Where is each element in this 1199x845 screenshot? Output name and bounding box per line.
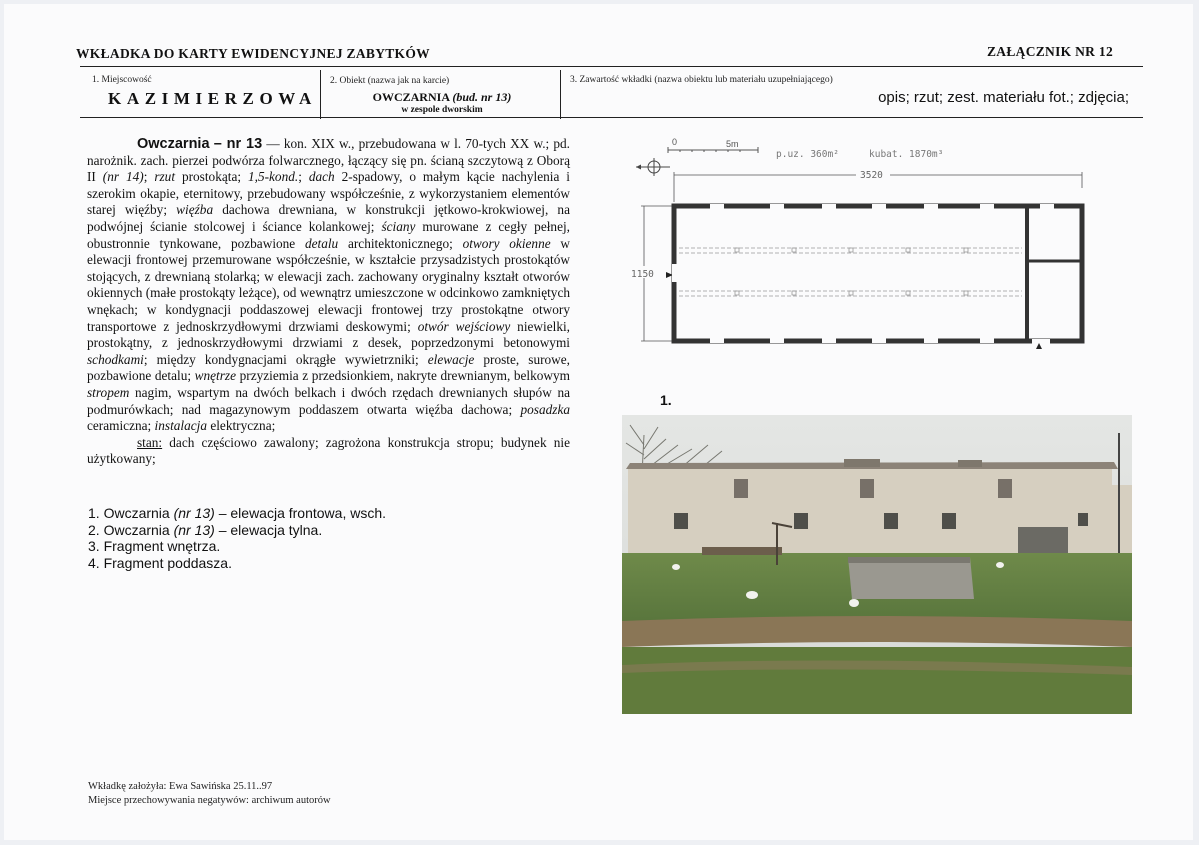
description-run: murowane z cegły pełnej, obustronnie tynkowane, pozbawione (87, 218, 570, 251)
description-run: architektonicznego; (338, 235, 463, 251)
description-run: dachowa drewniana, w konstrukcji jętkowo-krokwiowej, na podwójnej ścianie stolcowej i ściance kolankowej; (87, 202, 570, 234)
description-lead-title: Owczarnia (137, 136, 210, 152)
locality-label: 1. Miejscowość (92, 75, 152, 85)
description-italic-term: schodkami (87, 351, 144, 367)
header-rule-bottom (80, 117, 1143, 118)
scale-end-label: 5m (726, 139, 739, 149)
scale-zero-label: 0 (672, 137, 678, 147)
description-run: prostokąta; (175, 169, 248, 185)
object-context: w zespole dworskim (401, 105, 483, 115)
description-italic-term: detalu (304, 235, 339, 251)
height-dimension-label: 1150 (631, 269, 654, 280)
object-name-text: OWCZARNIA (372, 90, 450, 104)
description-italic-term: instalacja (154, 418, 207, 434)
photo-list-item-number: (nr 13) (173, 521, 215, 538)
footer-author: Wkładkę założyła: Ewa Sawińska 25.11..97 (88, 781, 273, 792)
header-divider-2 (560, 70, 561, 119)
description-run: ceramiczna; (87, 418, 155, 434)
north-arrow-icon (636, 158, 670, 176)
description-run: proste, surowe, pozbawione detalu; (87, 351, 570, 384)
condition-text: dach częściowo zawalony; zagrożona konstrukcja stropu; budynek nie użytkowany; (87, 434, 570, 467)
cubature-label: kubat. 1870m³ (869, 149, 944, 160)
header-divider-1 (320, 70, 321, 119)
photo-list-item-title: 4. Fragment poddasza. (88, 554, 232, 571)
description-paragraph (87, 136, 570, 435)
description-run: ; między kondygnacjami okrągłe wywietrzniki; (143, 351, 428, 367)
condition-paragraph (87, 435, 570, 468)
description-italic-term: ściany (381, 218, 416, 234)
footer-archive: Miejsce przechowywania negatywów: archiwum autorów (88, 795, 331, 806)
photo-list-item-detail: – elewacja tylna. (214, 521, 323, 538)
photo-list-item-detail: – elewacja frontowa, wsch. (214, 505, 387, 521)
contents-label: 3. Zawartość wkładki (nazwa obiektu lub materiału uzupełniającego) (570, 75, 833, 85)
description-italic-term: elewacje (427, 351, 475, 367)
description-run: w elewacji frontowej przemurowane współcześnie, w kształcie przysadzistych prostokątów stojących, z drewnianą stolarką; w elewacji zach. zachowany oryginalny kształt otworów okiennych (małe prostokąty leżące), od wewnątrz umieszczone w odcinkowo zamkniętych wnękach; w kondygnacji poddaszowej elewacji frontowej trzy prostokątne otwory transportowe z jednoskrzydłowymi drzwiami deskowymi; (87, 235, 571, 334)
description-text (87, 136, 570, 468)
description-italic-term: więźba (176, 202, 214, 218)
description-italic-term: dach (308, 169, 335, 185)
window-openings (710, 204, 1054, 343)
contents-value: opis; rzut; zest. materiału fot.; zdjęcia; (878, 89, 1129, 106)
description-italic-term: 1,5-kond. (247, 169, 299, 185)
object-building-number: (bud. nr 13) (452, 90, 512, 104)
description-run: niewielki, prostokątny, z jednoskrzydłowymi drzwiami z desek, poprzedzonymi betonowymi (87, 318, 570, 351)
description-italic-term: wnętrze (194, 368, 237, 384)
description-run: ; (143, 169, 155, 185)
description-lead-number: – nr 13 (213, 136, 263, 152)
document-title: WKŁADKA DO KARTY EWIDENCYJNEJ ZABYTKÓW (76, 46, 430, 61)
description-italic-term: rzut (154, 169, 176, 185)
photo-list-item (88, 505, 386, 522)
description-italic-term: stropem (87, 384, 130, 400)
header-rule-top (80, 66, 1143, 67)
document-sheet (4, 4, 1193, 840)
description-run: ; (298, 169, 309, 185)
description-run: przyziemia z przedsionkiem, nakryte drewnianym, belkowym (236, 368, 571, 384)
photo-list-item-number: (nr 13) (173, 505, 215, 521)
object-label: 2. Obiekt (nazwa jak na karcie) (330, 76, 450, 86)
condition-label: stan: (137, 434, 163, 450)
object-name (327, 90, 557, 105)
description-run: — kon. XIX w., przebudowana w l. 70-tych XX w.; pd. narożnik. zach. pierzei podwórza folwarcznego, łączący się pn. ścianą szczytową z Oborą II (87, 136, 571, 185)
building-photo (622, 415, 1132, 714)
footer (88, 780, 331, 808)
description-run: elektryczna; (207, 418, 276, 434)
description-italic-term: (nr 14) (102, 169, 144, 185)
beam-lines (679, 248, 1022, 296)
description-italic-term: otwór wejściowy (417, 318, 511, 334)
description-italic-term: otwory okienne (462, 235, 551, 251)
photo-list-item-title: 1. Owczarnia (88, 505, 174, 521)
usable-area-label: p.uz. 360m² (776, 149, 839, 160)
photo-caption-number: 1. (660, 392, 672, 408)
photo-list-item-title: 2. Owczarnia (88, 521, 174, 538)
locality-value: KAZIMIERZOWA (108, 89, 317, 108)
description-italic-term: posadzka (520, 401, 570, 417)
photo-list-item (88, 555, 386, 572)
photo-list-item-title: 3. Fragment wnętrza. (88, 538, 221, 555)
annex-number: ZAŁĄCZNIK NR 12 (986, 44, 1113, 59)
description-run: 2-spadowy, o małym kącie nachylenia i szerokim okapie, eternitowy, przebudowany współcześnie, z wykorzystaniem elementów starej więźby; (87, 169, 570, 218)
description-run: nagim, wspartym na dwóch belkach i dwóch rzędach drewnianych słupów na podmurówkach; nad magazynowym poddaszem otwarta więźba dachowa; (87, 384, 570, 417)
photo-list-item (88, 538, 386, 555)
width-dimension-label: 3520 (860, 170, 883, 181)
building-outline (672, 206, 1082, 344)
photo-list (88, 505, 386, 571)
floor-plan (624, 136, 1104, 356)
pillar-markers (735, 248, 968, 295)
photo-list-item (88, 522, 386, 539)
